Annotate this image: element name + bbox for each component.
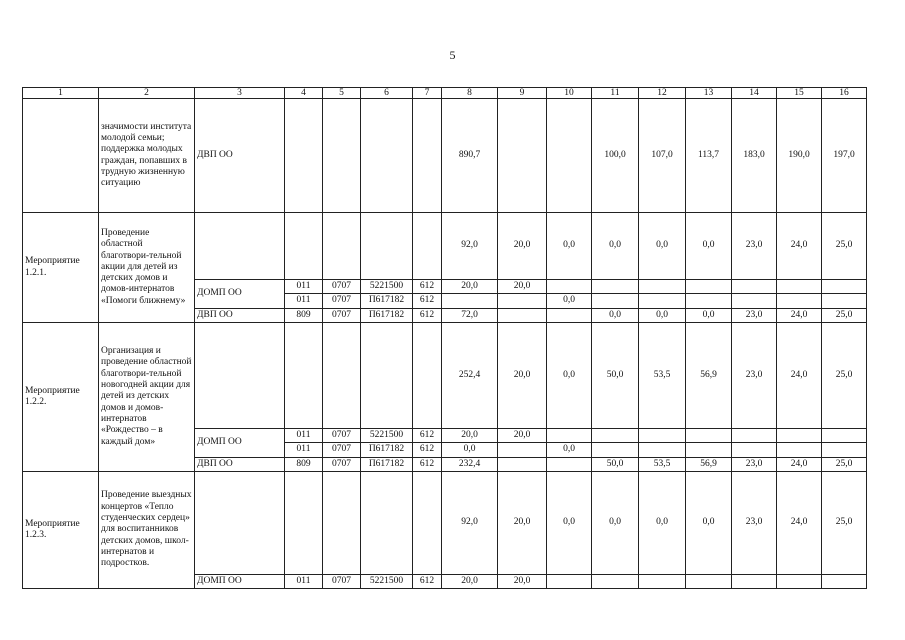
value-cell: 24,0 [777,458,822,472]
value-cell: 25,0 [822,323,867,429]
column-number: 4 [285,88,323,99]
value-cell: 72,0 [442,309,498,323]
value-cell: 0,0 [639,213,686,280]
value-cell: 20,0 [498,323,547,429]
value-cell: 0,0 [592,472,639,575]
value-cell: 232,4 [442,458,498,472]
event-description: Проведение областной благотвори-тельной акции для детей из детских домов и домов-интернатов «Помоги ближнему» [99,213,195,323]
value-cell: 20,0 [442,280,498,294]
code-cell: 612 [413,443,442,458]
value-cell: 23,0 [732,458,777,472]
value-cell: 56,9 [686,458,732,472]
value-cell: 252,4 [442,323,498,429]
column-number: 5 [323,88,361,99]
source-cell: ДВП ОО [195,458,285,472]
source-cell: ДОМП ОО [195,280,285,309]
value-cell: 92,0 [442,472,498,575]
value-cell: 0,0 [547,472,592,575]
code-cell: 612 [413,294,442,309]
code-cell: 0707 [323,429,361,443]
value-cell: 107,0 [639,99,686,213]
value-cell: 50,0 [592,458,639,472]
value-cell: 20,0 [498,213,547,280]
value-cell: 23,0 [732,309,777,323]
value-cell: 183,0 [732,99,777,213]
event-label: Мероприятие 1.2.3. [23,472,99,589]
value-cell: 0,0 [686,309,732,323]
value-cell: 20,0 [498,280,547,294]
value-cell: 23,0 [732,323,777,429]
source-cell: ДОМП ОО [195,429,285,458]
event-label: Мероприятие 1.2.2. [23,323,99,472]
code-cell: П617182 [361,458,413,472]
column-number: 6 [361,88,413,99]
value-cell: 92,0 [442,213,498,280]
value-cell: 0,0 [686,472,732,575]
value-cell: 25,0 [822,472,867,575]
table-row [23,213,867,280]
value-cell: 113,7 [686,99,732,213]
column-number: 13 [686,88,732,99]
value-cell: 56,9 [686,323,732,429]
code-cell: 011 [285,280,323,294]
value-cell: 0,0 [592,213,639,280]
column-number: 11 [592,88,639,99]
value-cell: 0,0 [639,309,686,323]
code-cell: 612 [413,429,442,443]
column-number: 14 [732,88,777,99]
code-cell: 0707 [323,280,361,294]
value-cell: 20,0 [498,472,547,575]
code-cell: 612 [413,280,442,294]
event-description: Проведение выездных концертов «Тепло студенческих сердец» для воспитанников детских домов, школ-интернатов и подростков. [99,472,195,589]
value-cell: 53,5 [639,458,686,472]
code-cell: 0707 [323,458,361,472]
value-cell: 20,0 [498,575,547,589]
code-cell: 5221500 [361,429,413,443]
column-number: 16 [822,88,867,99]
event-label: Мероприятие 1.2.1. [23,213,99,323]
program-table [22,87,867,589]
code-cell: П617182 [361,309,413,323]
value-cell: 0,0 [547,443,592,458]
value-cell: 25,0 [822,213,867,280]
value-cell: 0,0 [686,213,732,280]
value-cell: 0,0 [592,309,639,323]
value-cell: 890,7 [442,99,498,213]
column-number: 12 [639,88,686,99]
value-cell: 23,0 [732,472,777,575]
code-cell: 011 [285,443,323,458]
code-cell: 011 [285,429,323,443]
value-cell: 53,5 [639,323,686,429]
code-cell: 5221500 [361,575,413,589]
value-cell: 0,0 [547,213,592,280]
value-cell: 20,0 [498,429,547,443]
code-cell: 612 [413,458,442,472]
source-cell: ДОМП ОО [195,575,285,589]
value-cell: 0,0 [547,294,592,309]
code-cell: 612 [413,309,442,323]
event-description: значимости института молодой семьи; поддержка молодых граждан, попавших в трудную жизненную ситуацию [99,99,195,213]
value-cell: 24,0 [777,213,822,280]
column-number: 3 [195,88,285,99]
source-cell: ДВП ОО [195,309,285,323]
event-label [23,99,99,213]
code-cell: 0707 [323,443,361,458]
value-cell: 100,0 [592,99,639,213]
column-number: 2 [99,88,195,99]
code-cell: П617182 [361,294,413,309]
column-number: 10 [547,88,592,99]
code-cell: П617182 [361,443,413,458]
code-cell: 011 [285,575,323,589]
code-cell: 809 [285,309,323,323]
code-cell: 5221500 [361,280,413,294]
column-number: 8 [442,88,498,99]
value-cell: 50,0 [592,323,639,429]
value-cell: 24,0 [777,323,822,429]
column-numbers-row [23,88,867,99]
value-cell: 0,0 [547,323,592,429]
value-cell: 25,0 [822,309,867,323]
code-cell: 612 [413,575,442,589]
code-cell: 0707 [323,309,361,323]
value-cell: 24,0 [777,309,822,323]
column-number: 1 [23,88,99,99]
column-number: 9 [498,88,547,99]
value-cell: 0,0 [639,472,686,575]
event-description: Организация и проведение областной благотвори-тельной новогодней акции для детей из детских домов и домов-интернатов «Рождество – в каждый дом» [99,323,195,472]
column-number: 7 [413,88,442,99]
value-cell: 197,0 [822,99,867,213]
table-row [23,472,867,575]
table-row [23,323,867,429]
value-cell: 24,0 [777,472,822,575]
page-number: 5 [449,48,456,62]
source-cell: ДВП ОО [195,99,285,213]
value-cell: 23,0 [732,213,777,280]
code-cell: 011 [285,294,323,309]
value-cell: 25,0 [822,458,867,472]
code-cell: 0707 [323,575,361,589]
value-cell: 0,0 [442,443,498,458]
code-cell: 0707 [323,294,361,309]
value-cell: 190,0 [777,99,822,213]
value-cell: 20,0 [442,575,498,589]
value-cell: 20,0 [442,429,498,443]
code-cell: 809 [285,458,323,472]
column-number: 15 [777,88,822,99]
table-row [23,99,867,213]
